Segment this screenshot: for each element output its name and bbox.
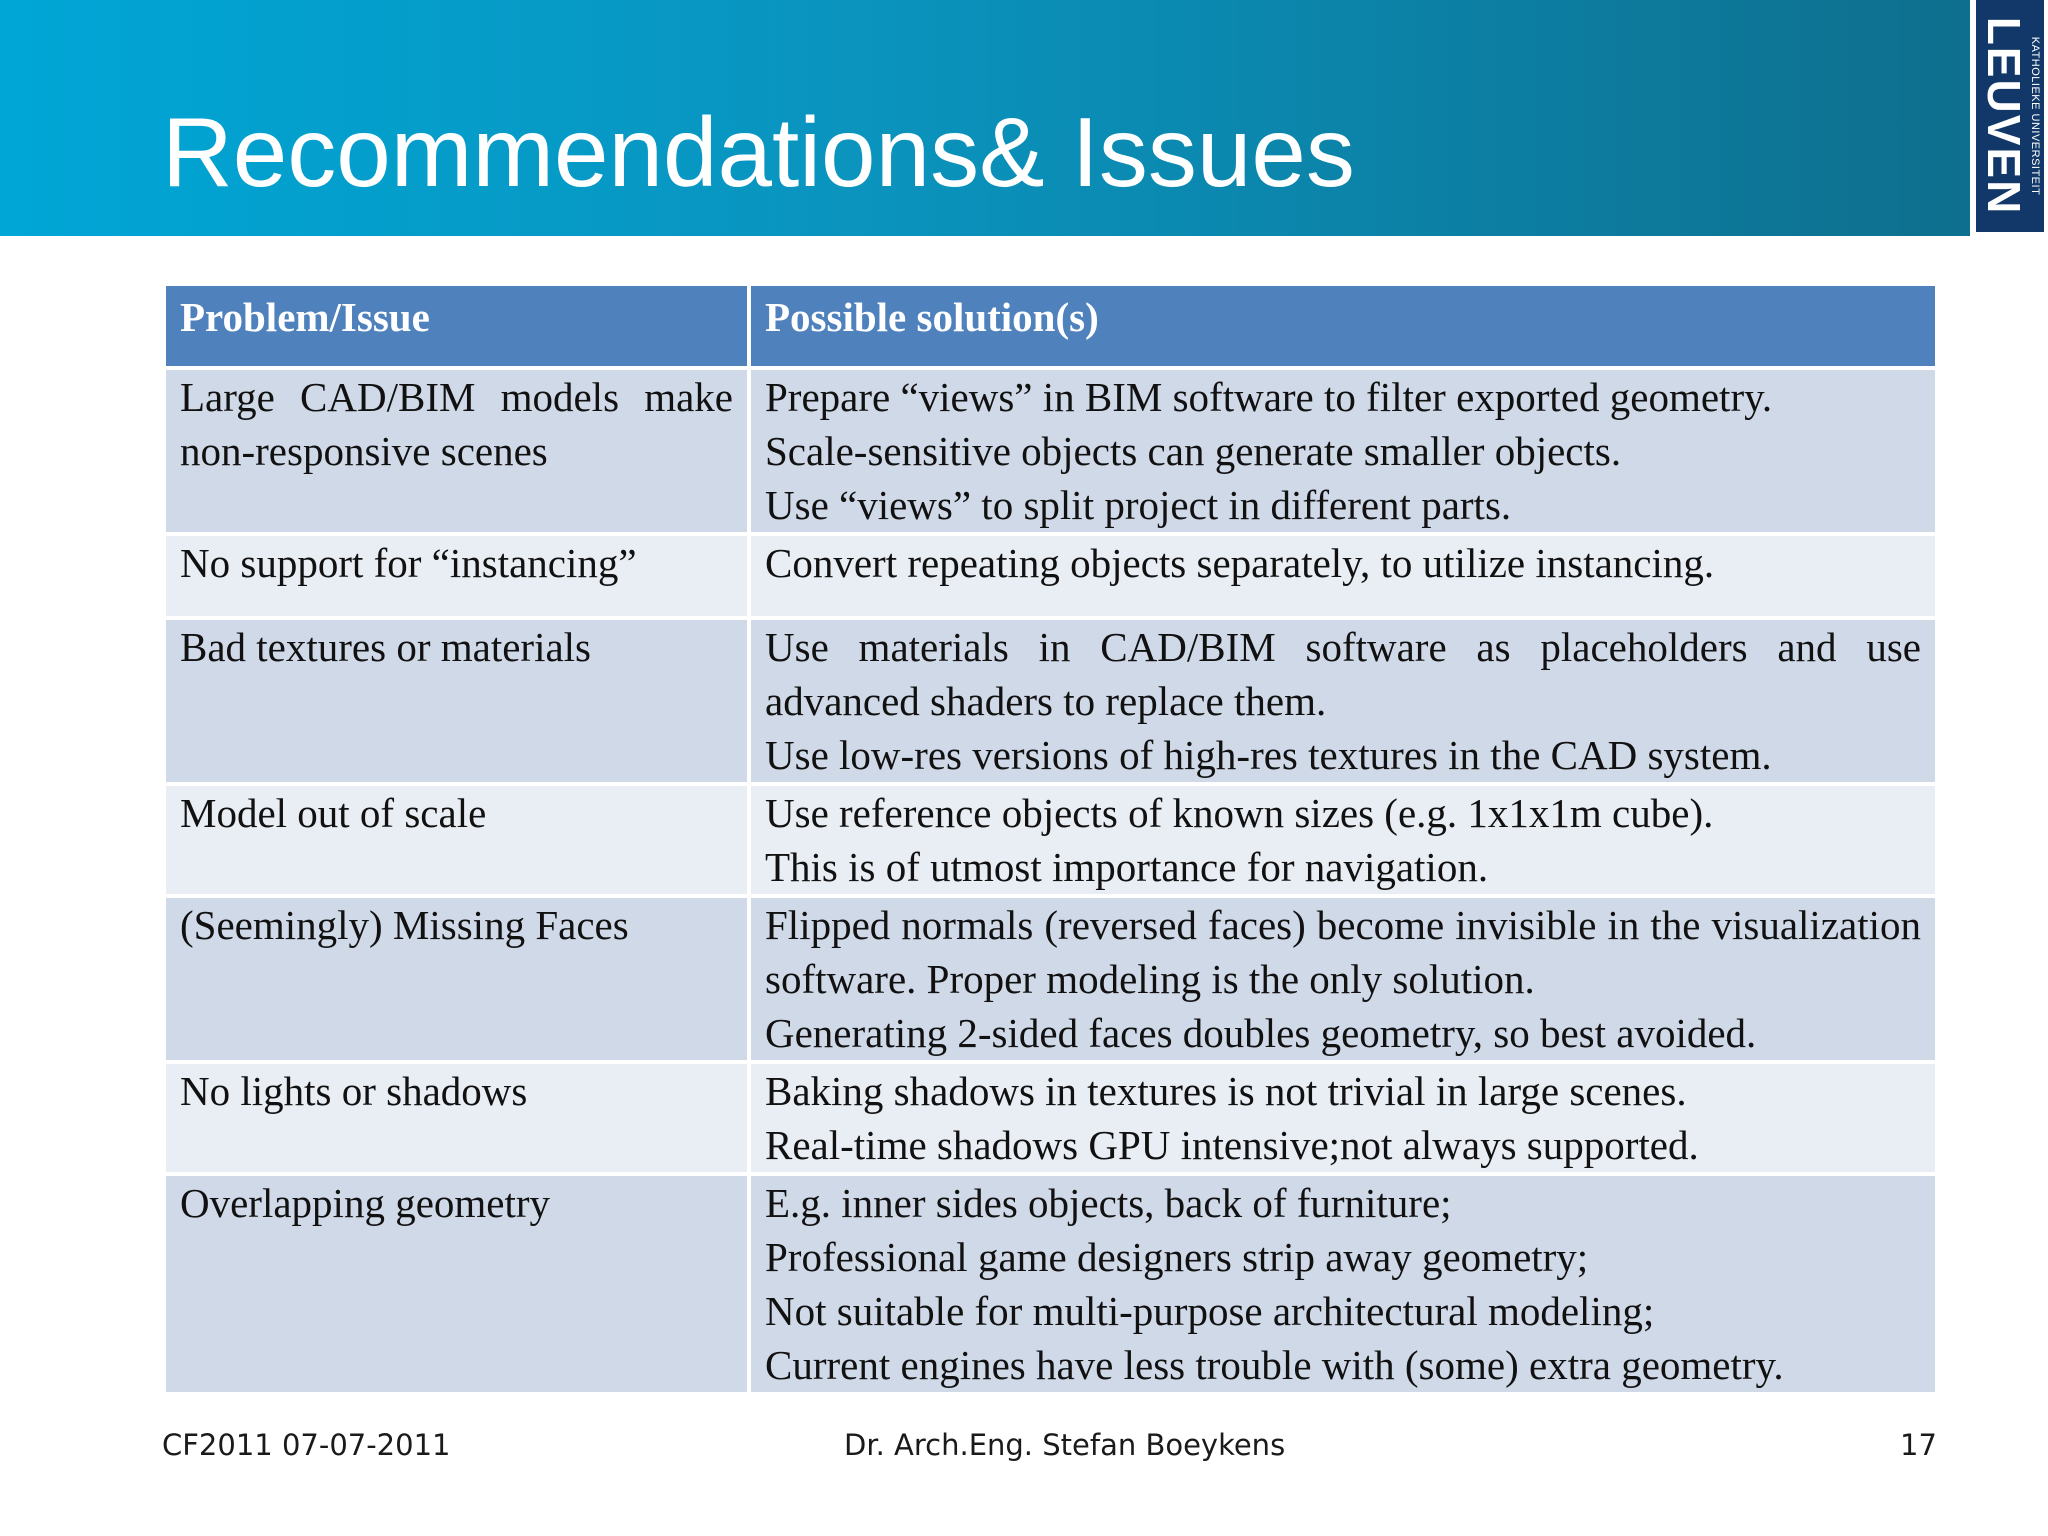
issue-cell: Bad textures or materials [164,618,749,784]
solution-line: Use “views” to split project in different parts. [765,482,1512,528]
solution-cell [749,368,1937,534]
solution-line: Flipped normals (reversed faces) become invisible in the visualization software. Proper modeling is the only solution. [765,902,1921,1002]
table-row [164,896,1937,1062]
issues-table [162,282,1939,1396]
table-header-row [164,284,1937,368]
title-banner [0,0,1970,236]
header-solutions: Possible solution(s) [749,284,1937,368]
table-row [164,1174,1937,1394]
solution-line: Prepare “views” in BIM software to filter exported geometry. [765,374,1773,420]
solution-line: Professional game designers strip away geometry; [765,1234,1589,1280]
page-number: 17 [1900,1428,1937,1462]
issue-cell: Overlapping geometry [164,1174,749,1394]
solution-line: Scale-sensitive objects can generate smaller objects. [765,428,1622,474]
solution-line: Use materials in CAD/BIM software as placeholders and use advanced shaders to replace them. [765,624,1921,724]
issue-cell: (Seemingly) Missing Faces [164,896,749,1062]
solution-line: E.g. inner sides objects, back of furniture; [765,1180,1452,1226]
table-row [164,368,1937,534]
solution-line: This is of utmost importance for navigation. [765,844,1489,890]
table-row [164,534,1937,618]
solution-line: Baking shadows in textures is not trivial in large scenes. [765,1068,1687,1114]
table-row [164,618,1937,784]
solution-line: Generating 2-sided faces doubles geometry, so best avoided. [765,1010,1757,1056]
solution-cell [749,896,1937,1062]
slide-title: Recommendations& Issues [162,97,1355,207]
issue-cell: No support for “instancing” [164,534,749,618]
solution-line: Convert repeating objects separately, to utilize instancing. [765,540,1715,586]
solution-cell [749,534,1937,618]
issue-cell: No lights or shadows [164,1062,749,1174]
footer-author: Dr. Arch.Eng. Stefan Boeykens [844,1428,1286,1462]
solution-cell [749,1174,1937,1394]
solution-cell [749,618,1937,784]
solution-cell [749,784,1937,896]
issue-cell: Large CAD/BIM models make non-responsive scenes [164,368,749,534]
university-logo [1970,0,2048,236]
table-row [164,784,1937,896]
solution-line: Current engines have less trouble with (some) extra geometry. [765,1342,1784,1388]
solution-line: Use reference objects of known sizes (e.g. 1x1x1m cube). [765,790,1714,836]
logo-box [1976,0,2044,232]
solution-cell [749,1062,1937,1174]
solution-line: Real-time shadows GPU intensive;not always supported. [765,1122,1699,1168]
solution-line: Not suitable for multi-purpose architectural modeling; [765,1288,1655,1334]
logo-wordmark: LEUVEN [1978,16,2030,216]
header-problem: Problem/Issue [164,284,749,368]
footer-event-date: CF2011 07-07-2011 [162,1428,451,1462]
solution-line: Use low-res versions of high-res textures in the CAD system. [765,732,1772,778]
logo-subtext: KATHOLIEKE UNIVERSITEIT [2029,36,2041,196]
table-row [164,1062,1937,1174]
issue-cell: Model out of scale [164,784,749,896]
